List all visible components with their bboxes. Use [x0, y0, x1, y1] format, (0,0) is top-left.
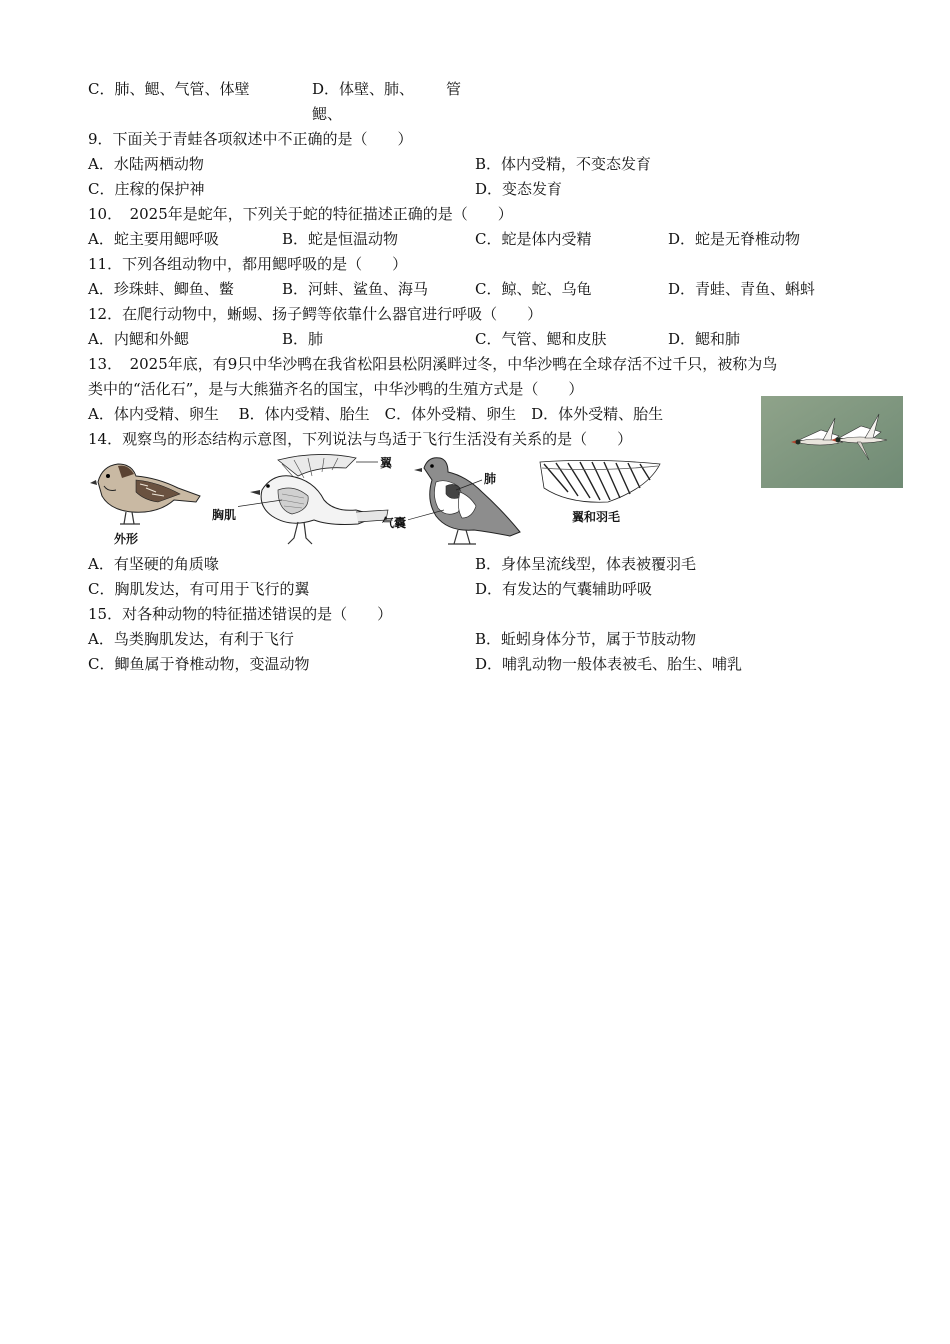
merganser-photo: [761, 396, 903, 488]
q15-option-d: D．哺乳动物一般体表被毛、胎生、哺乳: [475, 655, 743, 673]
q10-option-a: A．蛇主要用鳃呼吸: [88, 230, 219, 248]
q10-option-d: D．蛇是无脊椎动物: [668, 230, 801, 248]
q10-option-b: B．蛇是恒温动物: [282, 230, 399, 248]
q9-stem: 9．下面关于青蛙各项叙述中不正确的是（ ）: [88, 130, 413, 148]
q8-option-d: D．体壁、肺、: [312, 80, 415, 98]
q12-option-c: C．气管、鳃和皮肤: [475, 330, 607, 348]
label-lung: 肺: [484, 472, 497, 486]
q11-option-d: D．青蛙、青鱼、蝌蚪: [668, 280, 816, 298]
q9-option-a: A．水陆两栖动物: [88, 155, 204, 173]
q12-stem: 12．在爬行动物中，蜥蜴、扬子鳄等依靠什么器官进行呼吸（ ）: [88, 305, 543, 323]
label-air-sac: 气囊: [382, 516, 407, 530]
bird-structure-figure: [88, 450, 668, 552]
q13-stem-line2: 类中的“活化石”，是与大熊猫齐名的国宝，中华沙鸭的生殖方式是（ ）: [88, 380, 584, 398]
q10-option-c: C．蛇是体内受精: [475, 230, 592, 248]
q10-stem: 10． 2025年是蛇年，下列关于蛇的特征描述正确的是（ ）: [88, 205, 513, 223]
bird-skeleton-drawing: [238, 450, 398, 550]
q15-option-a: A．鸟类胸肌发达，有利于飞行: [88, 630, 294, 648]
q9-option-b: B．体内受精，不变态发育: [475, 155, 652, 173]
q14-option-c: C．胸肌发达，有可用于飞行的翼: [88, 580, 310, 598]
q11-stem: 11．下列各组动物中，都用鳃呼吸的是（ ）: [88, 255, 408, 273]
q14-option-a: A．有坚硬的角质喙: [88, 555, 219, 573]
q9-option-d: D．变态发育: [475, 180, 563, 198]
q11-option-a: A．珍珠蚌、鲫鱼、鳖: [88, 280, 234, 298]
q15-option-b: B．蚯蚓身体分节，属于节肢动物: [475, 630, 697, 648]
wing-feather-drawing: [538, 458, 664, 508]
q11-option-c: C．鲸、蛇、乌龟: [475, 280, 592, 298]
q9-option-c: C．庄稼的保护神: [88, 180, 205, 198]
q14-stem: 14．观察鸟的形态结构示意图，下列说法与鸟适于飞行生活没有关系的是（ ）: [88, 430, 633, 448]
q12-option-b: B．肺: [282, 330, 324, 348]
q8-option-c: C．肺、鳃、气管、体壁: [88, 80, 250, 98]
q8-option-d-tail: 管: [446, 80, 462, 98]
pigeon-airsac-drawing: [408, 452, 528, 550]
q11-option-b: B．河蚌、鲨鱼、海马: [282, 280, 429, 298]
q14-option-d: D．有发达的气囊辅助呼吸: [475, 580, 653, 598]
q14-option-b: B．身体呈流线型，体表被覆羽毛: [475, 555, 697, 573]
q12-option-d: D．鳃和肺: [668, 330, 741, 348]
q12-option-a: A．内鳃和外鳃: [88, 330, 189, 348]
q13-options: A．体内受精、卵生 B．体内受精、胎生 C．体外受精、卵生 D．体外受精、胎生: [88, 405, 664, 423]
caption-outer-shape: 外形: [114, 532, 139, 546]
label-wing: 翼: [380, 456, 393, 470]
q8-option-d-line2: 鳃、: [312, 105, 343, 123]
label-chest-muscle: 胸肌: [212, 508, 237, 522]
q15-stem: 15．对各种动物的特征描述错误的是（ ）: [88, 605, 393, 623]
sparrow-drawing: [88, 452, 203, 530]
q13-stem-line1: 13． 2025年底，有9只中华沙鸭在我省松阳县松阴溪畔过冬，中华沙鸭在全球存活不过千只，被称为鸟: [88, 355, 778, 373]
q15-option-c: C．鲫鱼属于脊椎动物，变温动物: [88, 655, 310, 673]
caption-wing-feather: 翼和羽毛: [572, 510, 621, 524]
